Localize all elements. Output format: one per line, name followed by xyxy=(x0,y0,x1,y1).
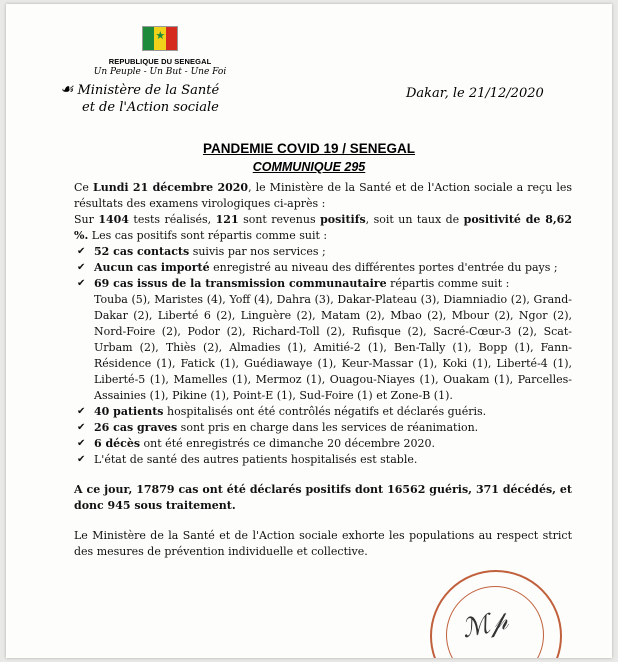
republic-header xyxy=(90,26,230,77)
bullet-community: ✔ 69 cas issus de la transmission communautaire répartis comme suit : xyxy=(74,276,572,292)
document-date: Dakar, le 21/12/2020 xyxy=(406,86,544,101)
bullet-imported: ✔ Aucun cas importé enregistré au niveau des différentes portes d'entrée du pays ; xyxy=(74,260,572,276)
summary-paragraph: A ce jour, 17879 cas ont été déclarés positifs dont 16562 guéris, 371 décédés, et donc 945 sous traitement. xyxy=(74,483,572,512)
ministry-line1: Ministère de la Santé xyxy=(77,83,220,98)
community-locations-list: Touba (5), Maristes (4), Yoff (4), Dahra (3), Dakar-Plateau (3), Diamniadio (2), Grand-Dakar (2), Liberté 6 (2), Linguère (2), Matam (2), Mbao (2), Mbour (2), Ngor (2), Nord-Foire (2), Podor (2), Richard-Toll (2), Rufisque (2), Sacré-Cœur-3 (2), Scat-Urbam (2), Thiès (2), Almadies (1), Amitié-2 (1), Ben-Tally (1), Bopp (1), Fann-Résidence (1), Fatick (1), Guédiawaye (1), Keur-Massar (1), Koki (1), Liberté-4 (1), Liberté-5 (1), Mamelles (1), Mermoz (1), Ouagou-Niayes (1), Ouakam (1), Parcelles-Assainies (1), Pikine (1), Point-E (1), Sud-Foire (1) et Zone-B (1). xyxy=(94,293,572,402)
signature: ℳ𝓅 xyxy=(459,605,511,645)
communique-page xyxy=(6,4,612,658)
intro-paragraph: Ce Lundi 21 décembre 2020, le Ministère de la Santé et de l'Action sociale a reçu les résultats des examens virologiques ci-après : xyxy=(74,181,572,210)
communique-number: COMMUNIQUE 295 xyxy=(252,160,366,174)
ministry-logo-icon: ☙ xyxy=(60,80,74,98)
bullet-deaths: ✔ 6 décès ont été enregistrés ce dimanche 20 décembre 2020. xyxy=(74,436,572,452)
page-title: PANDEMIE COVID 19 / SENEGAL xyxy=(202,141,416,156)
ministry-header xyxy=(60,81,219,116)
stamp-seal xyxy=(430,570,562,658)
senegal-flag-icon xyxy=(142,26,178,51)
national-motto: Un Peuple - Un But - Une Foi xyxy=(93,67,227,77)
tests-paragraph: Sur 1404 tests réalisés, 121 sont revenus positifs, soit un taux de positivité de 8,62 %. Les cas positifs sont répartis comme suit : xyxy=(74,213,572,242)
bullet-stable: ✔ L'état de santé des autres patients hospitalisés est stable. xyxy=(74,452,572,468)
republic-name: REPUBLIQUE DU SENEGAL xyxy=(108,57,212,66)
titles-block xyxy=(6,141,612,174)
bullet-recovered: ✔ 40 patients hospitalisés ont été contrôlés négatifs et déclarés guéris. xyxy=(74,404,572,420)
closing-paragraph: Le Ministère de la Santé et de l'Action sociale exhorte les populations au respect strict des mesures de prévention individuelle et collective. xyxy=(74,529,572,558)
bullet-severe: ✔ 26 cas graves sont pris en charge dans les services de réanimation. xyxy=(74,420,572,436)
bullet-contacts: ✔ 52 cas contacts suivis par nos services ; xyxy=(74,244,572,260)
ministry-line2: et de l'Action sociale xyxy=(82,100,219,115)
communique-body xyxy=(74,180,572,560)
